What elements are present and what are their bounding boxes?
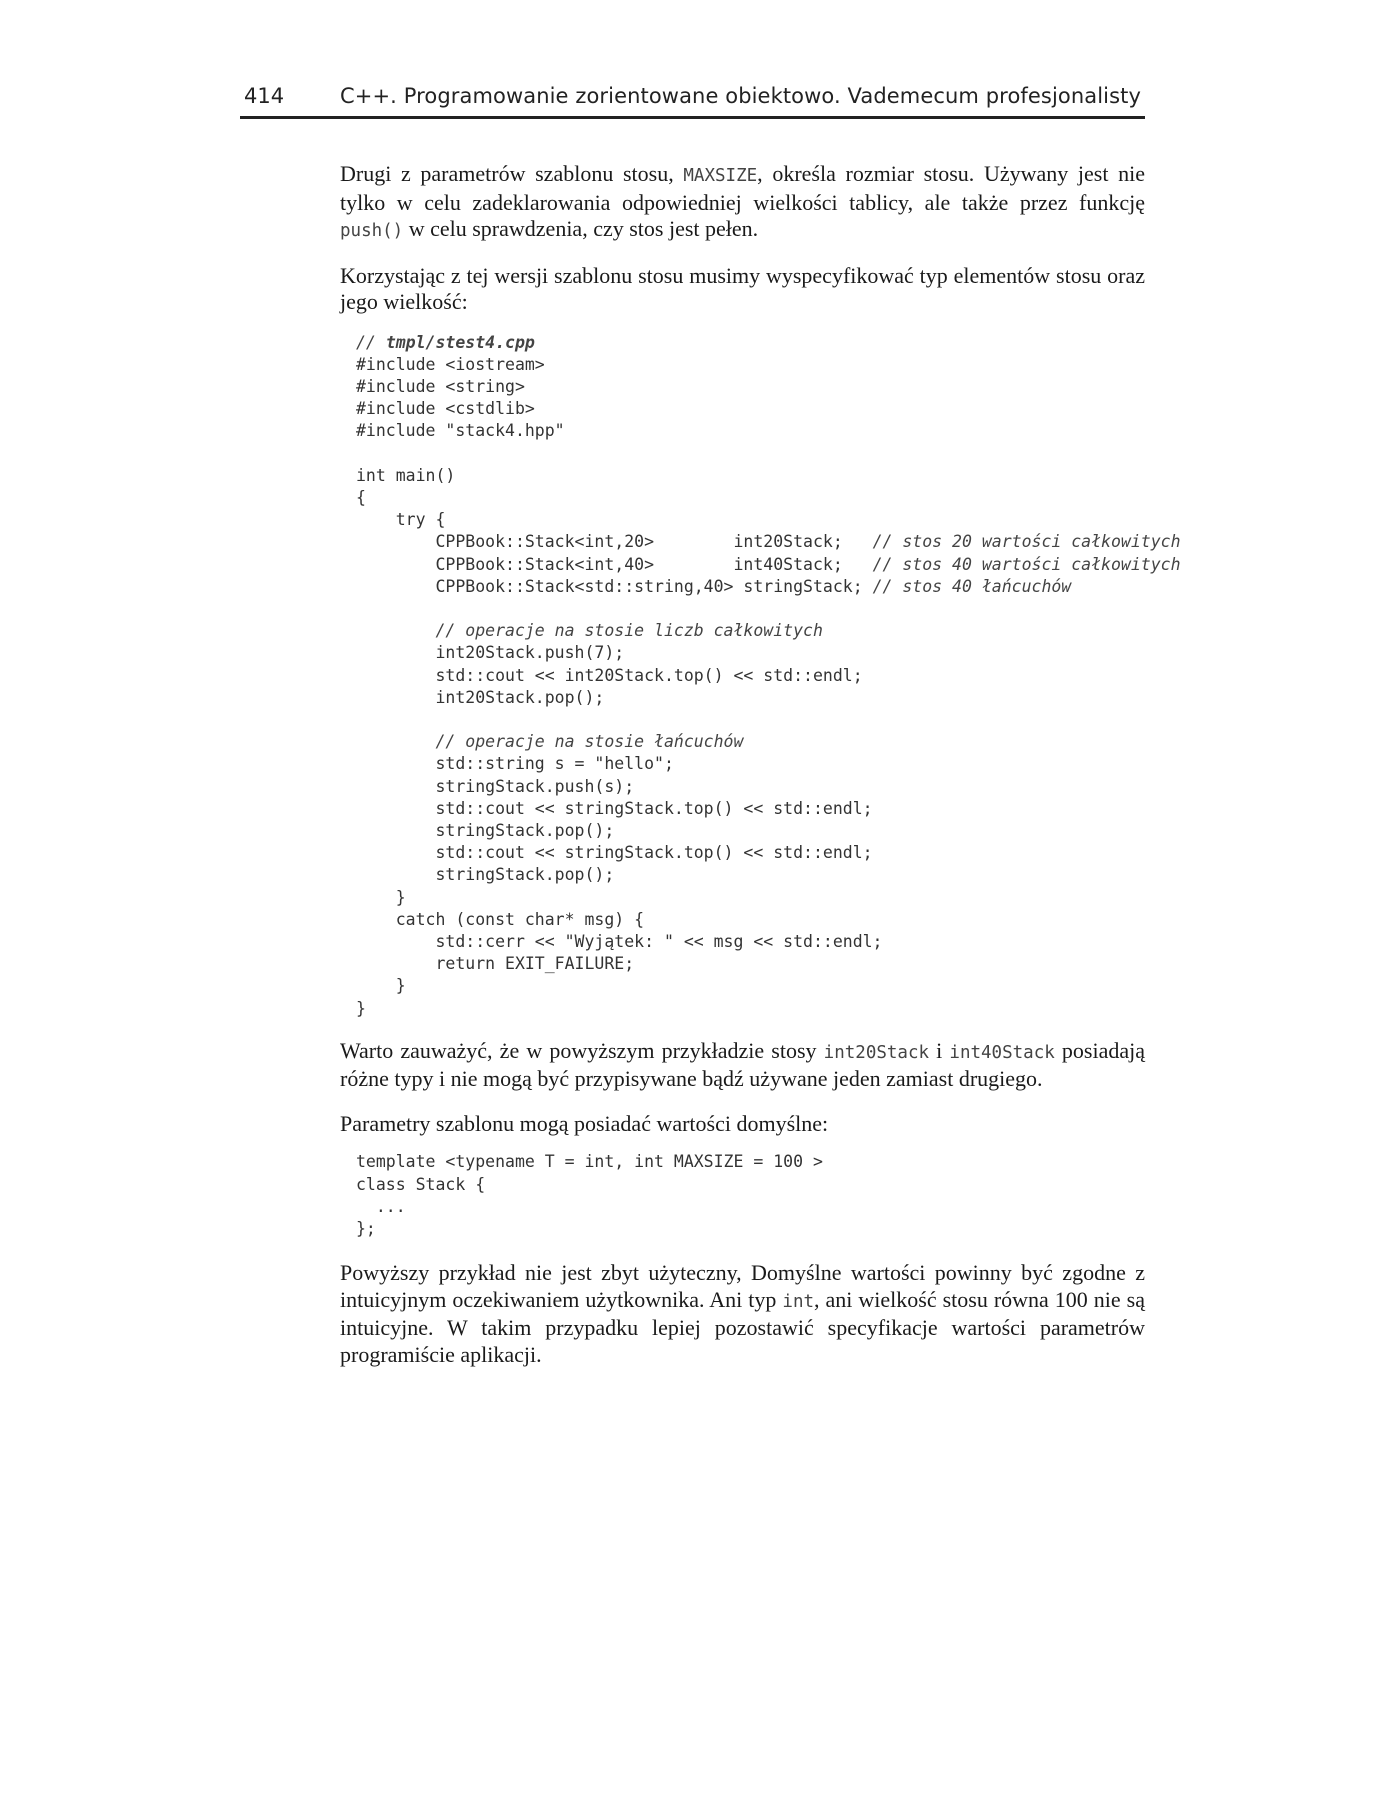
code-line: ... [356,1196,406,1216]
code-comment: // stos 20 wartości całkowitych [872,532,1181,552]
code-line: std::cerr << "Wyjątek: " << msg << std::endl; [356,931,883,951]
paragraph-defaults-comment [340,1260,1145,1368]
paragraph-text: w celu sprawdzenia, czy stos jest pełen. [403,216,759,241]
code-line: int20Stack.push(7); [356,643,625,663]
paragraph-maxsize [340,161,1145,245]
page-number: 414 [244,84,285,108]
paragraph-usage-intro: Korzystając z tej wersji szablonu stosu musimy wyspecyfikować typ elementów stosu oraz jego wielkość: [340,262,1145,314]
code-comment: // tmpl/stest4.cpp [356,332,535,352]
code-listing-template-defaults [340,1151,1145,1240]
paragraph-text: , ani wielkość stosu równa 100 nie są intuicyjne. W takim przypadku lepiej pozostawić specyfikacje wartości parametrów programiście aplikacji. [340,1286,1145,1367]
code-line: } [356,976,406,996]
code-line: CPPBook::Stack<int,40> int40Stack; [356,554,873,574]
paragraph-stack-types [340,1038,1145,1093]
code-line: stringStack.pop(); [356,820,615,840]
code-comment: // operacje na stosie łańcuchów [356,732,744,752]
code-line: #include "stack4.hpp" [356,421,565,441]
page-body [340,161,1181,1368]
inline-code: int [782,1291,815,1312]
inline-code: int40Stack [949,1042,1055,1063]
code-line: #include <cstdlib> [356,399,535,419]
code-line: std::cout << stringStack.top() << std::endl; [356,843,873,863]
inline-code: MAXSIZE [683,166,758,186]
file-name: tmpl/stest4.cpp [385,332,535,352]
paragraph-text: Powyższy przykład nie jest zbyt użyteczny, Domyślne wartości powinny być zgodne z intuicyjnym oczekiwaniem użytkownika. Ani typ [340,1260,1145,1312]
code-line: template <typename T = int, int MAXSIZE = 100 > [356,1152,823,1172]
code-line: CPPBook::Stack<std::string,40> stringStack; [356,576,873,596]
code-line: stringStack.pop(); [356,865,615,885]
code-listing-stest4 [340,332,1181,1020]
code-line: } [356,998,366,1018]
inline-code: push() [340,221,404,241]
page-header [240,82,1145,119]
code-comment: // stos 40 wartości całkowitych [872,554,1181,574]
code-line: { [356,487,366,507]
code-line: try { [356,510,446,530]
paragraph-text: , określa rozmiar stosu. Używany jest nie tylko w celu zadeklarowania odpowiedniej wielkości tablicy, ale także przez funkcję [340,161,1146,215]
paragraph-text: posiadają różne typy i nie mogą być przypisywane bądź używane jeden zamiast drugiego. [340,1037,1145,1092]
code-line: } [356,887,406,907]
code-line: class Stack { [356,1174,486,1194]
code-line: #include <iostream> [356,354,545,374]
running-title: C++. Programowanie zorientowane obiektowo. Vademecum profesjonalisty [340,84,1141,108]
paragraph-text: i [929,1037,950,1063]
code-line: std::string s = "hello"; [356,754,674,774]
code-line: return EXIT_FAILURE; [356,954,635,974]
code-line: std::cout << int20Stack.top() << std::endl; [356,665,863,685]
code-line: int20Stack.pop(); [356,687,605,707]
code-line: CPPBook::Stack<int,20> int20Stack; [356,532,873,552]
code-line: }; [356,1218,376,1238]
paragraph-text: Drugi z parametrów szablonu stosu, [340,161,684,186]
code-line: catch (const char* msg) { [356,909,645,929]
code-comment: // stos 40 łańcuchów [872,576,1072,596]
paragraph-defaults-intro: Parametry szablonu mogą posiadać wartości domyślne: [340,1110,829,1136]
code-line: stringStack.push(s); [356,776,635,796]
code-line: int main() [356,465,456,485]
code-line: std::cout << stringStack.top() << std::endl; [356,798,873,818]
code-comment: // operacje na stosie liczb całkowitych [356,621,823,641]
code-line: #include <string> [356,376,525,396]
inline-code: int20Stack [823,1042,930,1063]
paragraph-text: Warto zauważyć, że w powyższym przykładzie stosy [340,1037,824,1063]
